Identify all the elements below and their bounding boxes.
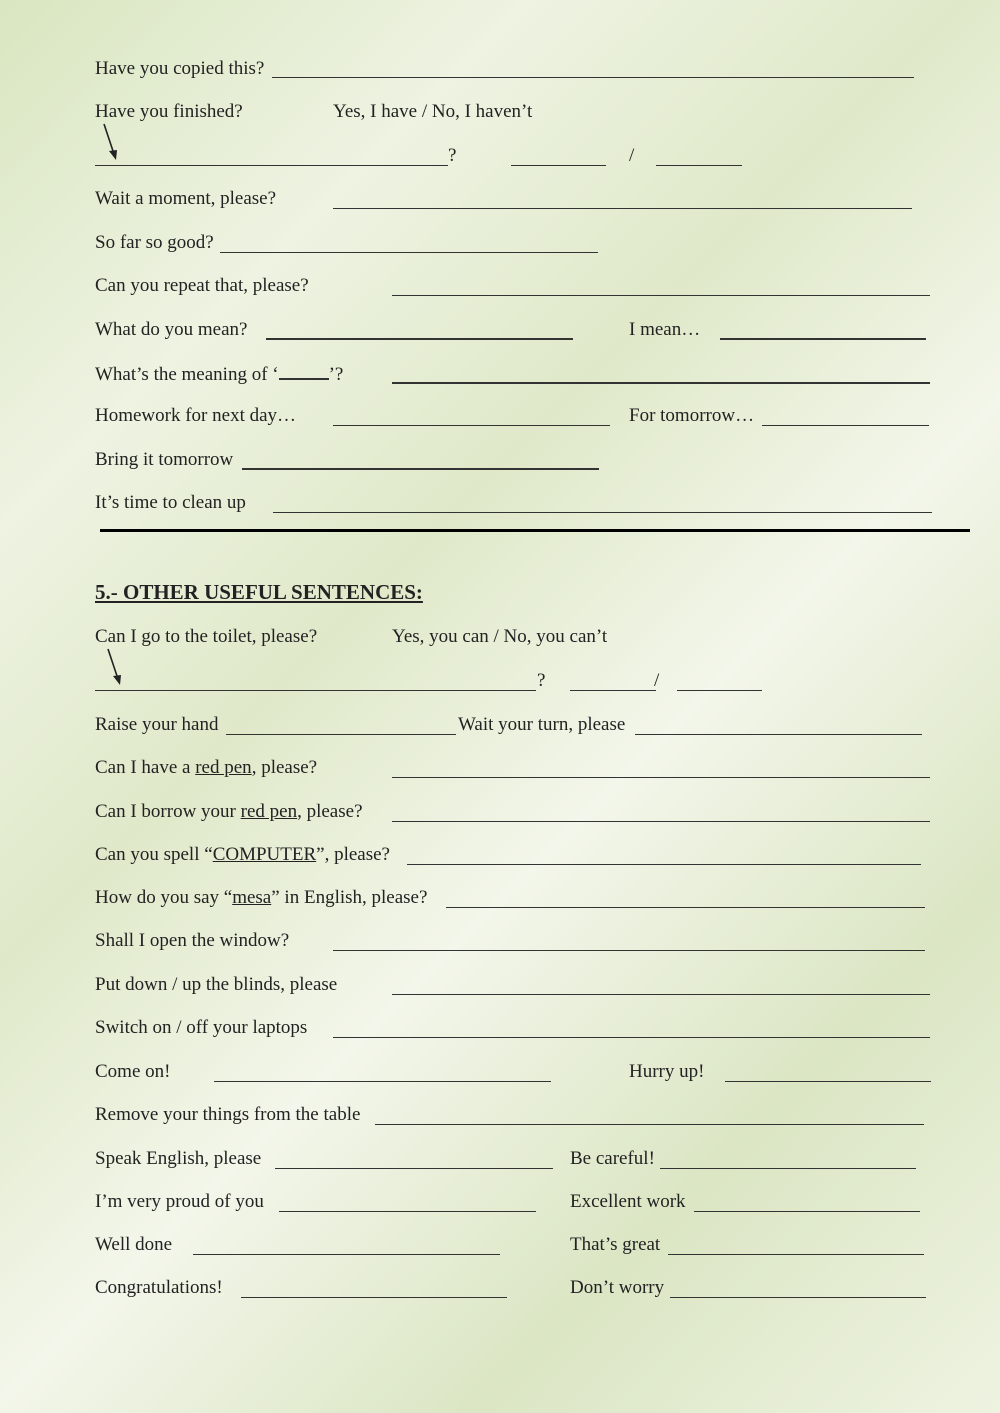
answer-line-remove[interactable] [375,1124,924,1125]
phrase-finished: Have you finished? [95,101,243,122]
phrase-have: Can I have a red pen, please? [95,757,318,778]
phrase-hurry: Hurry up! [629,1061,705,1082]
phrase-i-mean: I mean… [629,319,701,340]
answer-line-speak[interactable] [275,1168,553,1169]
phrase-say: How do you say “mesa” in English, please? [95,887,428,908]
phrase-blinds: Put down / up the blinds, please [95,974,338,995]
answer-line-toilet-no[interactable] [677,690,762,691]
answer-line-careful[interactable] [660,1168,916,1169]
phrase-raise: Raise your hand [95,714,219,735]
answer-line-great[interactable] [668,1254,924,1255]
phrase-borrow: Can I borrow your red pen, please? [95,801,363,822]
answer-line-wait[interactable] [333,208,912,209]
slash: / [629,145,635,166]
answer-line-i-mean[interactable] [720,338,926,340]
phrase-speak: Speak English, please [95,1148,262,1169]
answer-line-proud[interactable] [279,1211,536,1212]
phrase-great: That’s great [570,1234,661,1255]
answer-line-dont-worry[interactable] [670,1297,926,1298]
phrase-copied: Have you copied this? [95,58,265,79]
answer-line-raise[interactable] [226,734,456,735]
answer-line-copied[interactable] [272,77,914,78]
phrase-tomorrow: For tomorrow… [629,405,755,426]
phrase-so-far: So far so good? [95,232,214,253]
slash: / [654,670,660,691]
phrase-finished-answer: Yes, I have / No, I haven’t [333,101,533,122]
phrase-congrats: Congratulations! [95,1277,223,1298]
answer-line-what-mean[interactable] [266,338,573,340]
answer-line-excellent[interactable] [694,1211,920,1212]
answer-line-laptops[interactable] [333,1037,930,1038]
question-mark: ? [448,145,457,166]
answer-line-repeat[interactable] [392,295,930,296]
answer-line-toilet-yes[interactable] [570,690,656,691]
answer-line-blinds[interactable] [392,994,930,995]
phrase-spell: Can you spell “COMPUTER”, please? [95,844,390,865]
answer-line-toilet-question[interactable] [95,690,536,691]
answer-line-so-far[interactable] [220,252,598,253]
answer-line-hurry[interactable] [725,1081,931,1082]
phrase-well-done: Well done [95,1234,173,1255]
answer-line-come-on[interactable] [214,1081,551,1082]
phrase-dont-worry: Don’t worry [570,1277,665,1298]
answer-line-tomorrow[interactable] [762,425,929,426]
phrase-careful: Be careful! [570,1148,655,1169]
answer-line-homework[interactable] [333,425,610,426]
answer-line-wait-turn[interactable] [635,734,922,735]
phrase-wait: Wait a moment, please? [95,188,277,209]
answer-line-clean[interactable] [273,512,932,513]
answer-line-window[interactable] [333,950,925,951]
phrase-meaning: What’s the meaning of ‘ ’? [95,364,344,385]
phrase-proud: I’m very proud of you [95,1191,264,1212]
answer-line-spell[interactable] [407,864,921,865]
answer-line-bring[interactable] [242,468,599,470]
answer-line-meaning[interactable] [392,382,930,384]
phrase-toilet: Can I go to the toilet, please? [95,626,318,647]
phrase-what-mean: What do you mean? [95,319,248,340]
question-mark: ? [537,670,546,691]
answer-line-finished-no[interactable] [656,165,742,166]
phrase-window: Shall I open the window? [95,930,290,951]
arrow-down-right-icon [100,120,130,170]
arrow-down-right-icon [104,645,134,695]
section-heading: 5.- OTHER USEFUL SENTENCES: [95,580,423,604]
phrase-excellent: Excellent work [570,1191,686,1212]
phrase-come-on: Come on! [95,1061,171,1082]
answer-line-finished-yes[interactable] [511,165,606,166]
answer-line-finished-question[interactable] [95,165,448,166]
answer-line-borrow[interactable] [392,821,930,822]
answer-line-have[interactable] [392,777,930,778]
answer-line-congrats[interactable] [241,1297,507,1298]
phrase-clean: It’s time to clean up [95,492,246,513]
answer-line-well-done[interactable] [193,1254,500,1255]
phrase-homework: Homework for next day… [95,405,297,426]
phrase-bring: Bring it tomorrow [95,449,234,470]
phrase-repeat: Can you repeat that, please? [95,275,309,296]
phrase-wait-turn: Wait your turn, please [458,714,626,735]
answer-line-say[interactable] [446,907,925,908]
blank-word[interactable] [279,362,329,380]
section-divider [100,529,970,532]
phrase-laptops: Switch on / off your laptops [95,1017,308,1038]
phrase-toilet-answer: Yes, you can / No, you can’t [392,626,608,647]
phrase-remove: Remove your things from the table [95,1104,361,1125]
